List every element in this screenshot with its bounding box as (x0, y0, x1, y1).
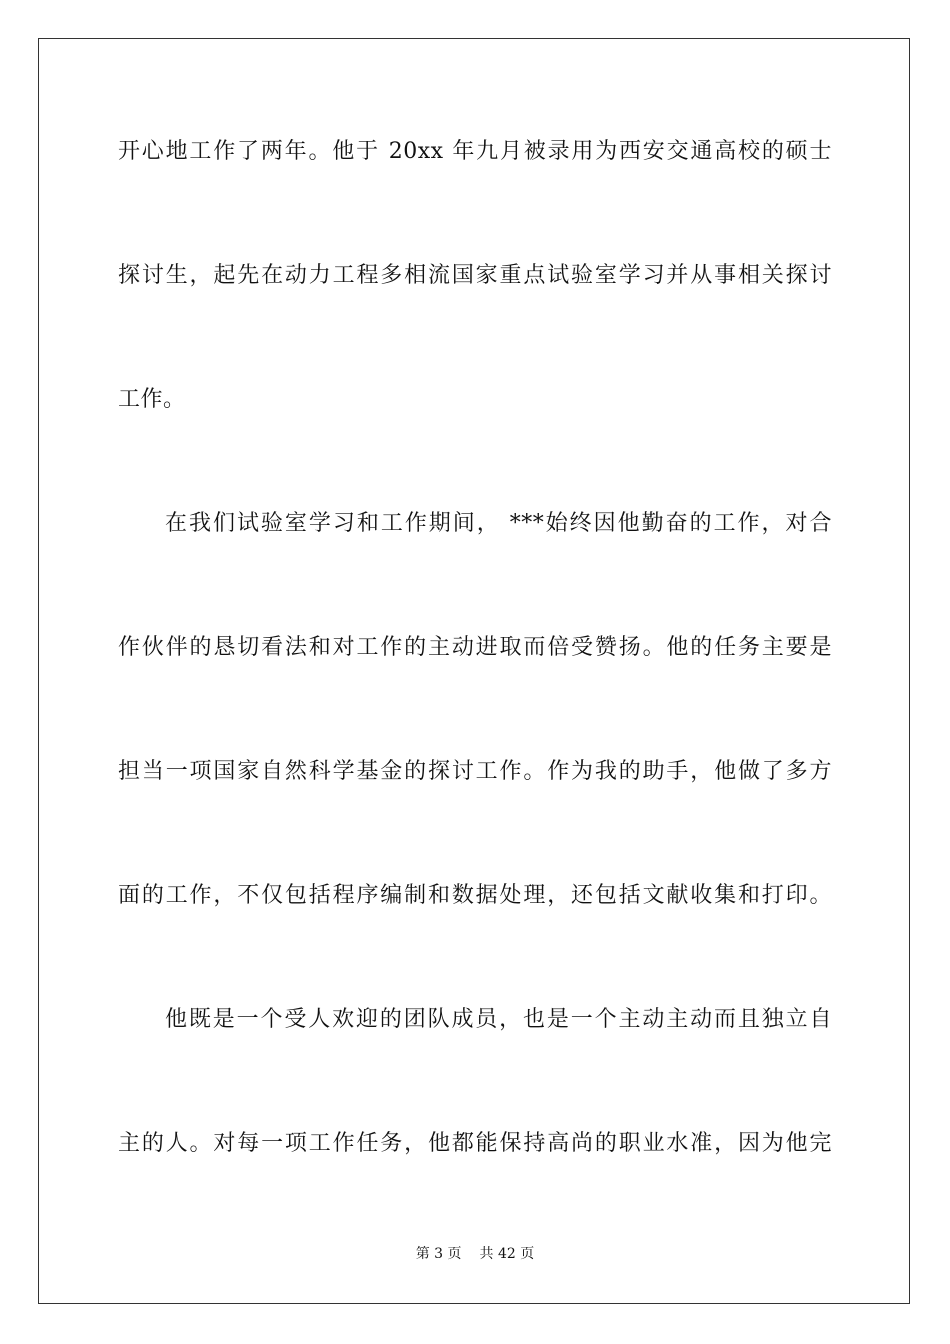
text-line-1: 开心地工作了两年。他于 20xx 年九月被录用为西安交通高校的硕士 (118, 139, 832, 164)
page-number: 第 3 页 (415, 1246, 462, 1262)
text-line-4: 在我们试验室学习和工作期间， ***始终因他勤奋的工作，对合 (165, 511, 832, 536)
text-line-8: 他既是一个受人欢迎的团队成员，也是一个主动主动而且独立自 (165, 1007, 832, 1032)
text-line-6: 担当一项国家自然科学基金的探讨工作。作为我的助手，他做了多方 (118, 759, 832, 784)
text-line-5: 作伙伴的恳切看法和对工作的主动进取而倍受赞扬。他的任务主要是 (118, 635, 832, 660)
text-line-9: 主的人。对每一项工作任务，他都能保持高尚的职业水准，因为他完 (118, 1131, 832, 1156)
text-line-7: 面的工作，不仅包括程序编制和数据处理，还包括文献收集和打印。 (118, 883, 832, 908)
text-line-2: 探讨生，起先在动力工程多相流国家重点试验室学习并从事相关探讨 (118, 263, 832, 288)
page-footer (0, 1244, 950, 1264)
page-total: 共 42 页 (479, 1246, 535, 1262)
text-line-3: 工作。 (118, 387, 186, 412)
page-frame (38, 38, 910, 1304)
